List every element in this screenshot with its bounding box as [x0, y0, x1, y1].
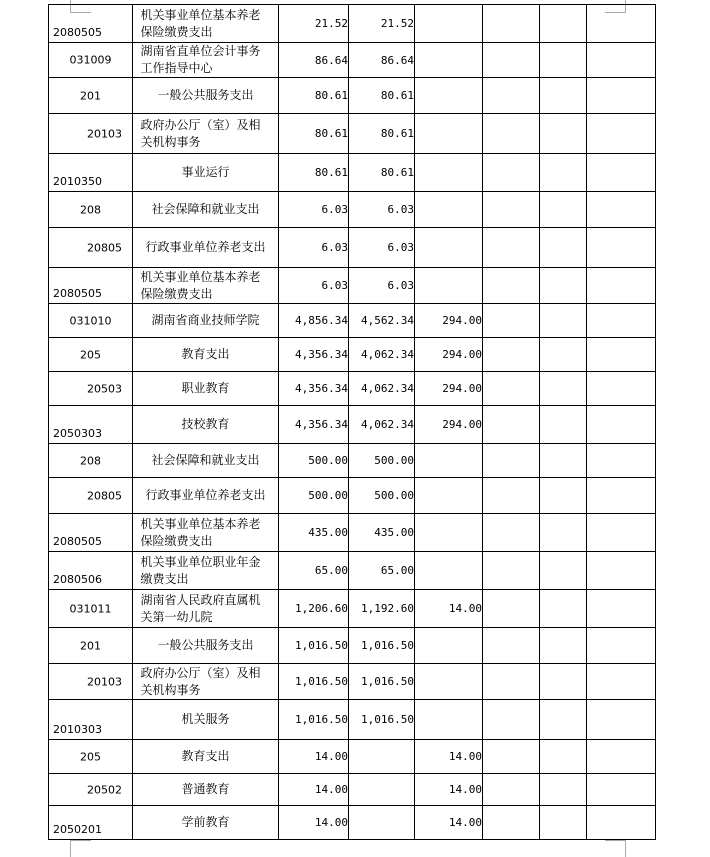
- cell-empty: [540, 192, 587, 228]
- cell-code: [49, 478, 133, 514]
- cell-empty: [587, 114, 656, 154]
- code-text: 2010350: [53, 175, 102, 188]
- cell-empty: [587, 628, 656, 664]
- cell-project: 14.00: [415, 774, 483, 806]
- cell-empty: [540, 444, 587, 478]
- cell-empty: [587, 154, 656, 192]
- cell-empty: [483, 372, 540, 406]
- cell-empty: [540, 304, 587, 338]
- cell-project: [415, 43, 483, 78]
- cell-empty: [540, 590, 587, 628]
- table-row: [49, 406, 656, 444]
- name-text: 一般公共服务支出: [157, 88, 254, 102]
- cell-basic: 86.64: [349, 43, 415, 78]
- cell-code: [49, 444, 133, 478]
- cell-empty: [483, 338, 540, 372]
- code-text: 208: [80, 203, 101, 216]
- cell-empty: [483, 268, 540, 304]
- table-row: [49, 228, 656, 268]
- cell-basic: 1,016.50: [349, 628, 415, 664]
- cell-name: [133, 43, 279, 78]
- code-text: 20805: [87, 241, 122, 254]
- cell-empty: [483, 304, 540, 338]
- name-text: 湖南省商业技师学院: [151, 313, 260, 327]
- cell-code: [49, 372, 133, 406]
- cell-total: 65.00: [279, 552, 349, 590]
- cell-basic: 500.00: [349, 444, 415, 478]
- cell-empty: [540, 154, 587, 192]
- cell-project: [415, 192, 483, 228]
- table-row: [49, 338, 656, 372]
- cell-project: [415, 628, 483, 664]
- cell-name: [133, 78, 279, 114]
- cell-basic: 4,062.34: [349, 406, 415, 444]
- cell-total: 21.52: [279, 5, 349, 43]
- cell-empty: [483, 664, 540, 700]
- table-row: [49, 5, 656, 43]
- cell-total: 4,356.34: [279, 338, 349, 372]
- cell-total: 500.00: [279, 444, 349, 478]
- cell-project: [415, 514, 483, 552]
- cell-basic: 80.61: [349, 114, 415, 154]
- cell-project: [415, 5, 483, 43]
- code-text: 205: [80, 750, 101, 763]
- cell-project: 294.00: [415, 304, 483, 338]
- name-text: 行政事业单位养老支出: [145, 488, 266, 502]
- cell-total: 86.64: [279, 43, 349, 78]
- cell-empty: [587, 478, 656, 514]
- cell-code: [49, 590, 133, 628]
- cell-empty: [587, 228, 656, 268]
- table-row: [49, 628, 656, 664]
- cell-basic: 435.00: [349, 514, 415, 552]
- cell-total: 14.00: [279, 774, 349, 806]
- table-row: [49, 78, 656, 114]
- cell-total: 435.00: [279, 514, 349, 552]
- cell-empty: [587, 338, 656, 372]
- cell-empty: [483, 406, 540, 444]
- table-row: [49, 514, 656, 552]
- cell-total: 4,856.34: [279, 304, 349, 338]
- cell-basic: 1,016.50: [349, 664, 415, 700]
- cell-name: [133, 114, 279, 154]
- budget-table: [48, 4, 656, 840]
- cell-name: [133, 268, 279, 304]
- cell-project: [415, 552, 483, 590]
- cell-basic: 6.03: [349, 268, 415, 304]
- cell-code: [49, 740, 133, 774]
- cell-empty: [540, 774, 587, 806]
- cell-code: [49, 664, 133, 700]
- code-text: 2080505: [53, 287, 102, 300]
- cell-name: [133, 664, 279, 700]
- cell-name: [133, 372, 279, 406]
- cell-empty: [587, 268, 656, 304]
- cell-project: 294.00: [415, 372, 483, 406]
- cell-code: [49, 268, 133, 304]
- cell-empty: [483, 740, 540, 774]
- code-text: 20502: [87, 783, 122, 796]
- name-text: 机关事业单位基本养老保险缴费支出: [140, 7, 261, 39]
- cell-total: 1,016.50: [279, 700, 349, 740]
- table-row: [49, 114, 656, 154]
- cell-project: 14.00: [415, 740, 483, 774]
- cell-name: [133, 154, 279, 192]
- cell-name: [133, 774, 279, 806]
- cell-project: [415, 444, 483, 478]
- cell-basic: [349, 774, 415, 806]
- cell-code: [49, 406, 133, 444]
- cell-name: [133, 552, 279, 590]
- cell-empty: [540, 268, 587, 304]
- cell-code: [49, 154, 133, 192]
- cell-empty: [540, 552, 587, 590]
- code-text: 20103: [87, 127, 122, 140]
- cell-empty: [483, 552, 540, 590]
- cell-name: [133, 478, 279, 514]
- table-row: [49, 304, 656, 338]
- code-text: 2080505: [53, 26, 102, 39]
- code-text: 205: [80, 348, 101, 361]
- cell-project: [415, 664, 483, 700]
- table-row: [49, 444, 656, 478]
- name-text: 普通教育: [181, 782, 230, 796]
- name-text: 湖南省人民政府直属机关第一幼儿院: [140, 592, 261, 624]
- name-text: 机关服务: [181, 712, 230, 726]
- cell-code: [49, 628, 133, 664]
- name-text: 行政事业单位养老支出: [145, 240, 266, 254]
- cell-code: [49, 114, 133, 154]
- cell-empty: [483, 590, 540, 628]
- cell-total: 4,356.34: [279, 406, 349, 444]
- cell-total: 1,206.60: [279, 590, 349, 628]
- cell-total: 6.03: [279, 192, 349, 228]
- cell-total: 1,016.50: [279, 628, 349, 664]
- cell-empty: [483, 700, 540, 740]
- cell-empty: [483, 628, 540, 664]
- cell-empty: [540, 78, 587, 114]
- cell-empty: [587, 774, 656, 806]
- cell-basic: 1,016.50: [349, 700, 415, 740]
- name-text: 职业教育: [181, 381, 230, 395]
- cell-code: [49, 338, 133, 372]
- cell-code: [49, 514, 133, 552]
- cell-project: 294.00: [415, 406, 483, 444]
- name-text: 社会保障和就业支出: [151, 453, 260, 467]
- code-text: 20805: [87, 489, 122, 502]
- name-text: 事业运行: [181, 165, 230, 179]
- cell-name: [133, 806, 279, 840]
- table-row: [49, 192, 656, 228]
- cell-code: [49, 552, 133, 590]
- name-text: 学前教育: [181, 815, 230, 829]
- cell-empty: [587, 78, 656, 114]
- cell-empty: [540, 114, 587, 154]
- cell-code: [49, 43, 133, 78]
- cell-empty: [483, 114, 540, 154]
- cell-code: [49, 192, 133, 228]
- name-text: 政府办公厅（室）及相关机构事务: [140, 117, 261, 149]
- code-text: 2010303: [53, 723, 102, 736]
- cell-name: [133, 228, 279, 268]
- cell-empty: [483, 43, 540, 78]
- table-row: [49, 664, 656, 700]
- cell-code: [49, 228, 133, 268]
- cell-name: [133, 590, 279, 628]
- page-corner-mark: [605, 840, 626, 857]
- cell-empty: [540, 228, 587, 268]
- cell-empty: [587, 552, 656, 590]
- name-text: 湖南省直单位会计事务工作指导中心: [140, 44, 261, 75]
- cell-total: 500.00: [279, 478, 349, 514]
- name-text: 一般公共服务支出: [157, 638, 254, 652]
- cell-basic: 6.03: [349, 192, 415, 228]
- cell-code: [49, 78, 133, 114]
- cell-empty: [540, 628, 587, 664]
- cell-name: [133, 700, 279, 740]
- table-row: [49, 700, 656, 740]
- code-text: 2050303: [53, 427, 102, 440]
- cell-basic: [349, 740, 415, 774]
- cell-empty: [540, 478, 587, 514]
- table-row: [49, 372, 656, 406]
- cell-project: [415, 154, 483, 192]
- code-text: 031010: [69, 314, 112, 327]
- cell-empty: [540, 5, 587, 43]
- cell-basic: [349, 806, 415, 840]
- cell-empty: [587, 664, 656, 700]
- cell-basic: 4,062.34: [349, 338, 415, 372]
- cell-empty: [540, 514, 587, 552]
- cell-basic: 4,062.34: [349, 372, 415, 406]
- code-text: 201: [80, 89, 101, 102]
- cell-basic: 21.52: [349, 5, 415, 43]
- cell-empty: [587, 192, 656, 228]
- cell-empty: [483, 154, 540, 192]
- cell-empty: [540, 338, 587, 372]
- name-text: 社会保障和就业支出: [151, 202, 260, 216]
- table-row: [49, 590, 656, 628]
- cell-empty: [483, 444, 540, 478]
- cell-empty: [483, 78, 540, 114]
- name-text: 机关事业单位基本养老保险缴费支出: [140, 516, 261, 548]
- cell-code: [49, 774, 133, 806]
- cell-empty: [483, 192, 540, 228]
- cell-empty: [540, 700, 587, 740]
- cell-code: [49, 700, 133, 740]
- code-text: 031009: [69, 53, 112, 67]
- code-text: 208: [80, 454, 101, 467]
- cell-empty: [540, 664, 587, 700]
- cell-basic: 80.61: [349, 154, 415, 192]
- cell-empty: [540, 740, 587, 774]
- table-row: [49, 552, 656, 590]
- table-row: [49, 478, 656, 514]
- cell-empty: [587, 43, 656, 78]
- cell-empty: [587, 444, 656, 478]
- cell-code: [49, 806, 133, 840]
- cell-empty: [540, 806, 587, 840]
- table-row: [49, 740, 656, 774]
- cell-total: 6.03: [279, 268, 349, 304]
- table-row: [49, 268, 656, 304]
- cell-project: [415, 268, 483, 304]
- code-text: 201: [80, 639, 101, 652]
- cell-empty: [587, 372, 656, 406]
- code-text: 2080505: [53, 535, 102, 548]
- cell-basic: 6.03: [349, 228, 415, 268]
- code-text: 2080506: [53, 573, 102, 586]
- cell-empty: [587, 590, 656, 628]
- cell-empty: [483, 806, 540, 840]
- cell-empty: [540, 406, 587, 444]
- name-text: 机关事业单位基本养老保险缴费支出: [140, 269, 261, 301]
- cell-name: [133, 406, 279, 444]
- cell-project: 14.00: [415, 590, 483, 628]
- name-text: 技校教育: [181, 417, 230, 431]
- cell-total: 6.03: [279, 228, 349, 268]
- cell-empty: [587, 514, 656, 552]
- cell-basic: 4,562.34: [349, 304, 415, 338]
- cell-empty: [587, 740, 656, 774]
- cell-empty: [587, 806, 656, 840]
- cell-basic: 1,192.60: [349, 590, 415, 628]
- cell-project: [415, 114, 483, 154]
- cell-name: [133, 628, 279, 664]
- name-text: 政府办公厅（室）及相关机构事务: [140, 665, 261, 697]
- cell-project: [415, 78, 483, 114]
- cell-empty: [587, 304, 656, 338]
- cell-total: 80.61: [279, 78, 349, 114]
- cell-name: [133, 192, 279, 228]
- cell-name: [133, 5, 279, 43]
- code-text: 20103: [87, 675, 122, 688]
- cell-name: [133, 740, 279, 774]
- cell-total: 4,356.34: [279, 372, 349, 406]
- name-text: 机关事业单位职业年金缴费支出: [140, 554, 261, 586]
- table-row: [49, 154, 656, 192]
- cell-basic: 500.00: [349, 478, 415, 514]
- table-row: [49, 43, 656, 78]
- table-row: [49, 806, 656, 840]
- cell-name: [133, 444, 279, 478]
- cell-empty: [483, 228, 540, 268]
- cell-empty: [483, 5, 540, 43]
- cell-basic: 65.00: [349, 552, 415, 590]
- table-body: [49, 5, 656, 840]
- name-text: 教育支出: [181, 347, 230, 361]
- cell-project: 14.00: [415, 806, 483, 840]
- cell-project: [415, 228, 483, 268]
- cell-total: 14.00: [279, 806, 349, 840]
- cell-total: 80.61: [279, 114, 349, 154]
- cell-empty: [587, 5, 656, 43]
- cell-name: [133, 514, 279, 552]
- cell-empty: [483, 478, 540, 514]
- cell-name: [133, 338, 279, 372]
- code-text: 031011: [69, 602, 112, 615]
- cell-empty: [483, 514, 540, 552]
- cell-project: [415, 478, 483, 514]
- cell-total: 14.00: [279, 740, 349, 774]
- cell-project: 294.00: [415, 338, 483, 372]
- name-text: 教育支出: [181, 749, 230, 763]
- page-corner-mark: [70, 840, 91, 857]
- cell-empty: [540, 372, 587, 406]
- cell-total: 80.61: [279, 154, 349, 192]
- cell-project: [415, 700, 483, 740]
- code-text: 2050201: [53, 823, 102, 836]
- cell-total: 1,016.50: [279, 664, 349, 700]
- cell-code: [49, 304, 133, 338]
- cell-empty: [587, 406, 656, 444]
- cell-code: [49, 5, 133, 43]
- code-text: 20503: [87, 382, 122, 395]
- cell-empty: [540, 43, 587, 78]
- cell-basic: 80.61: [349, 78, 415, 114]
- cell-name: [133, 304, 279, 338]
- cell-empty: [483, 774, 540, 806]
- table-row: [49, 774, 656, 806]
- cell-empty: [587, 700, 656, 740]
